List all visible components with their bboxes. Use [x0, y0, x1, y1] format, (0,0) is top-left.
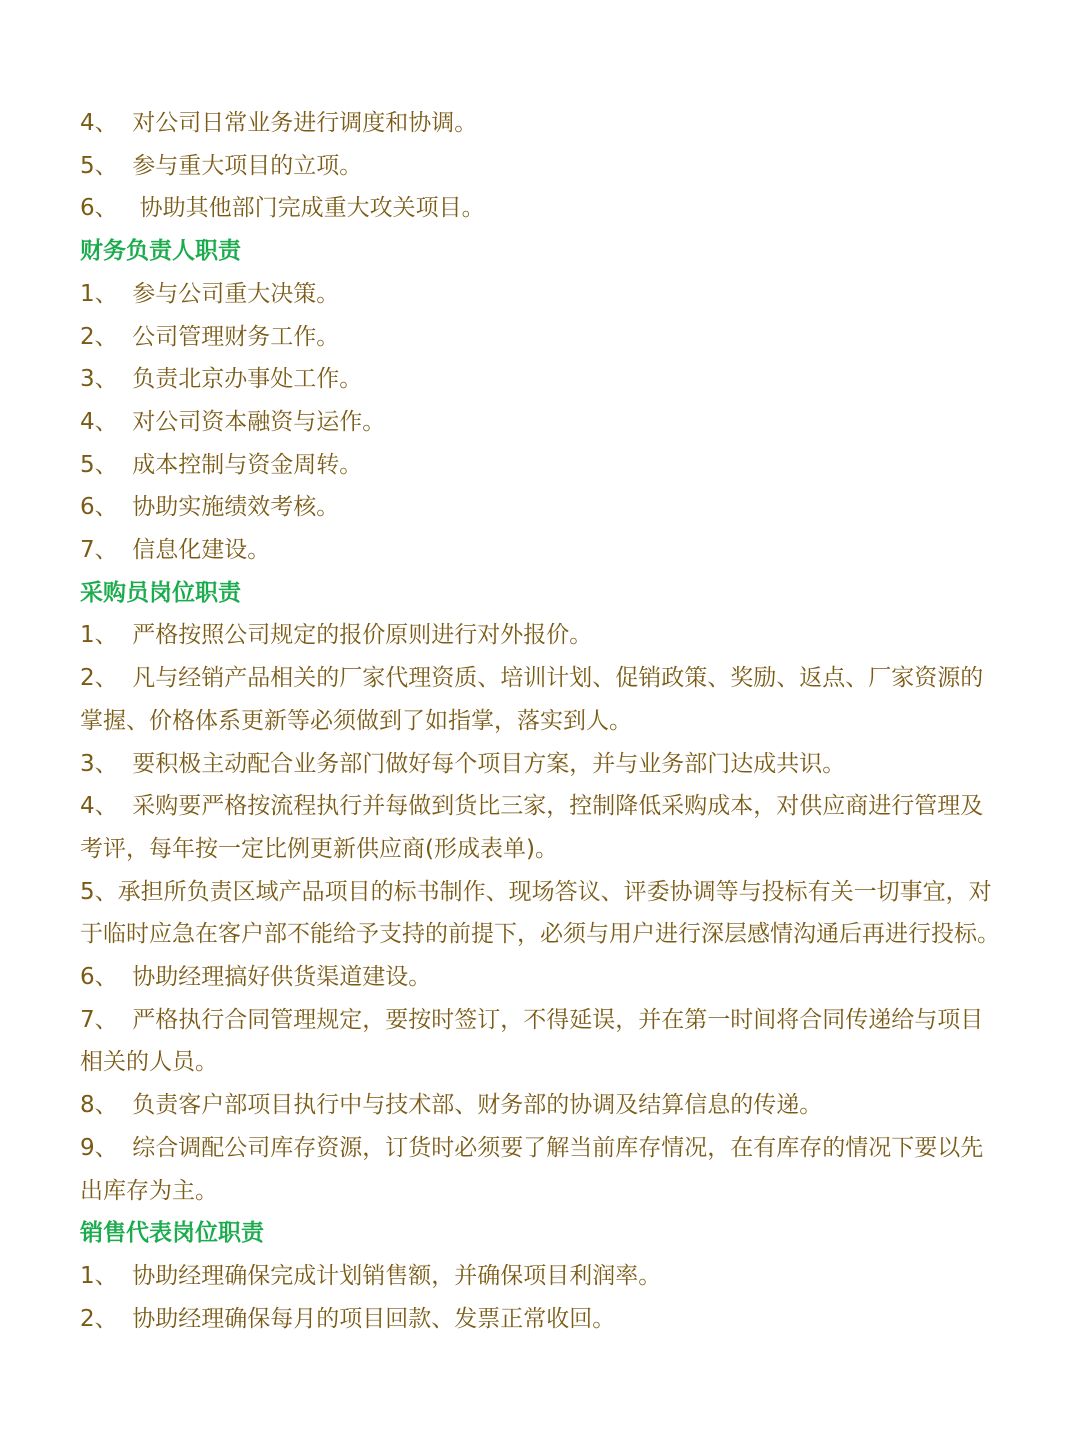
list-item: 9、 综合调配公司库存资源，订货时必须要了解当前库存情况，在有库存的情况下要以先出库存为主。 — [80, 1134, 984, 1204]
list-item: 2、 协助经理确保每月的项目回款、发票正常收回。 — [80, 1305, 616, 1332]
list-item: 5、 成本控制与资金周转。 — [80, 451, 363, 478]
section-heading-purchasing: 采购员岗位职责 — [80, 579, 241, 606]
list-item: 6、 协助经理搞好供货渠道建设。 — [80, 964, 432, 991]
list-item: 1、 协助经理确保完成计划销售额，并确保项目利润率。 — [80, 1262, 662, 1289]
document-body — [80, 102, 1005, 1340]
list-item: 6、 协助其他部门完成重大攻关项目。 — [80, 195, 485, 222]
list-item: 1、 严格按照公司规定的报价原则进行对外报价。 — [80, 622, 593, 649]
list-item: 2、 凡与经销产品相关的厂家代理资质、培训计划、促销政策、奖励、返点、厂家资源的掌握、价格体系更新等必须做到了如指掌，落实到人。 — [80, 665, 984, 734]
list-item: 7、 严格执行合同管理规定，要按时签订，不得延误，并在第一时间将合同传递给与项目相关的人员。 — [80, 1006, 984, 1076]
list-item: 6、 协助实施绩效考核。 — [80, 494, 340, 521]
list-item: 5、 参与重大项目的立项。 — [80, 152, 363, 179]
section-heading-sales: 销售代表岗位职责 — [80, 1220, 264, 1247]
list-item: 4、 采购要严格按流程执行并每做到货比三家，控制降低采购成本，对供应商进行管理及考评，每年按一定比例更新供应商(形成表单)。 — [80, 793, 984, 862]
list-item: 3、 负责北京办事处工作。 — [80, 366, 363, 393]
list-item: 4、 对公司资本融资与运作。 — [80, 408, 386, 435]
list-item: 1、 参与公司重大决策。 — [80, 280, 340, 307]
list-item: 4、 对公司日常业务进行调度和协调。 — [80, 110, 478, 136]
list-item: 2、 公司管理财务工作。 — [80, 323, 340, 350]
list-item: 8、 负责客户部项目执行中与技术部、财务部的协调及结算信息的传递。 — [80, 1092, 823, 1119]
section-heading-finance: 财务负责人职责 — [80, 238, 241, 265]
list-item: 7、 信息化建设。 — [80, 537, 271, 564]
list-item: 5、承担所负责区域产品项目的标书制作、现场答议、评委协调等与投标有关一切事宜，对于临时应急在客户部不能给予支持的前提下，必须与用户进行深层感情沟通后再进行投标。 — [80, 878, 1000, 948]
list-item: 3、 要积极主动配合业务部门做好每个项目方案，并与业务部门达成共识。 — [80, 750, 846, 777]
